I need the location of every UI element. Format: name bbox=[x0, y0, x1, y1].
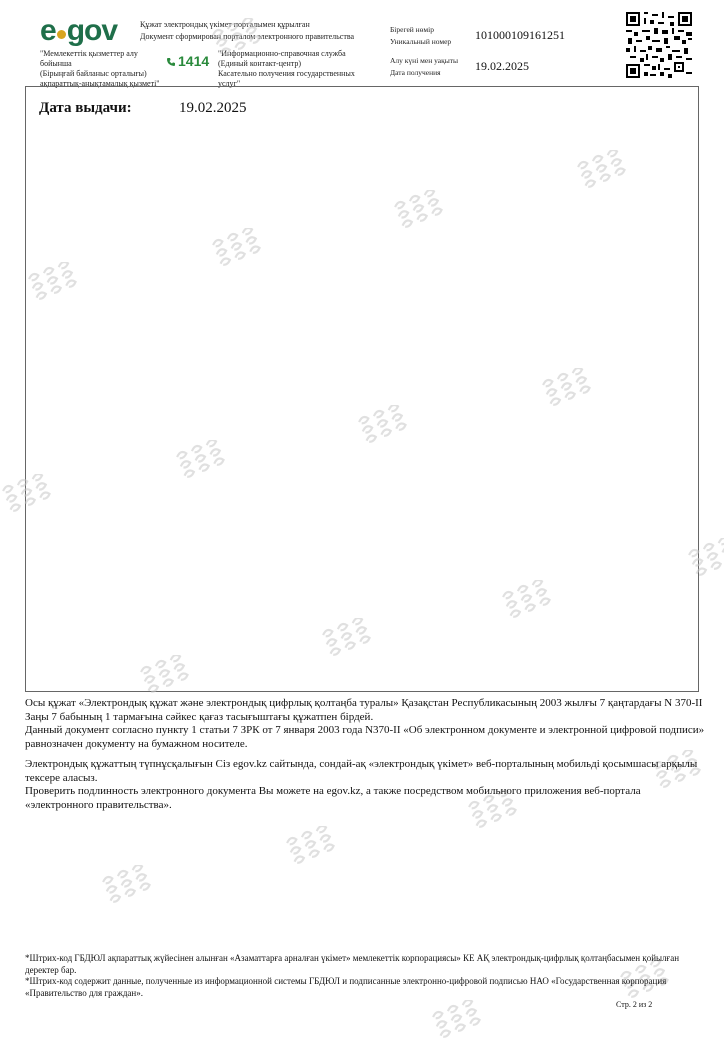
right-note-line: (Единый контакт-центр) bbox=[218, 59, 302, 68]
ornament-watermark-icon bbox=[210, 18, 266, 58]
unique-number-value: 101000109161251 bbox=[475, 28, 565, 42]
ornament-watermark-icon bbox=[284, 826, 340, 866]
ornament-watermark-icon bbox=[138, 655, 194, 695]
receipt-date-value: 19.02.2025 bbox=[475, 59, 529, 73]
phone-value: 1414 bbox=[178, 53, 210, 69]
issue-date-value: 19.02.2025 bbox=[179, 100, 247, 116]
unique-number-label bbox=[390, 25, 451, 46]
ornament-watermark-icon bbox=[210, 228, 266, 268]
qr-code-icon bbox=[626, 12, 692, 78]
logo-dot-icon bbox=[57, 30, 66, 39]
verification-notice-kz: Электрондық құжаттың түпнұсқалығын Сіз egov.kz сайтында, сондай-ақ «электрондық үкімет» веб-порталының мобильді қосымшасы арқылы тексере аласыз. bbox=[25, 758, 698, 784]
legal-notice-ru: Данный документ согласно пункту 1 статьи 7 ЗРК от 7 января 2003 года N370-II «Об электронном документе и электронной цифровой подписи» равнозначен документу на бумажном носителе. bbox=[25, 724, 705, 750]
date-label-ru: Дата получения bbox=[390, 68, 441, 77]
ornament-watermark-icon bbox=[26, 262, 82, 302]
barcode-note-kz: *Штрих-код ГБДЮЛ ақпараттық жүйесінен алынған «Азаматтарға арналған үкімет» мемлекеттік корпорациясы» КЕ АҚ электрондық-цифрлық қолтаңбасымен қойылған деректер бар. bbox=[25, 953, 680, 975]
date-label-kz: Алу күні мен уақыты bbox=[390, 56, 459, 65]
right-note-line: "Информационно-справочная служба bbox=[218, 49, 346, 58]
ornament-watermark-icon bbox=[392, 190, 448, 230]
ornament-watermark-icon bbox=[540, 368, 596, 408]
unique-label-kz: Бірегей нөмір bbox=[390, 25, 435, 34]
ornament-watermark-icon bbox=[174, 440, 230, 480]
phone-number bbox=[166, 52, 209, 70]
logo-gov: gov bbox=[66, 14, 118, 47]
barcode-note-ru: *Штрих-код содержит данные, полученные из информационной системы ГБДЮЛ и подписанные электронно-цифровой подписью НАО «Государственная корпорация «Правительство для граждан». bbox=[25, 976, 667, 998]
issue-date-label: Дата выдачи: bbox=[39, 100, 132, 116]
receipt-date-label bbox=[390, 56, 458, 77]
portal-note-kz: Құжат электрондық үкімет порталымен құрылған bbox=[140, 20, 310, 29]
left-note-line: "Мемлекеттік қызметтер алу бойынша bbox=[40, 49, 138, 68]
ornament-watermark-icon bbox=[686, 538, 724, 578]
ornament-watermark-icon bbox=[0, 474, 56, 514]
page-number: Стр. 2 из 2 bbox=[616, 1000, 653, 1009]
legal-notice-kz: Осы құжат «Электрондық құжат және электрондық цифрлық қолтаңба туралы» Қазақстан Республикасының 2003 жылғы 7 қаңтардағы N 370-II Заңы 7 бабының 1 тармағына сәйкес қағаз тасығыштағы құжатпен бірдей. bbox=[25, 697, 703, 723]
left-service-note bbox=[40, 49, 165, 89]
ornament-watermark-icon bbox=[500, 580, 556, 620]
ornament-watermark-icon bbox=[320, 618, 376, 658]
unique-label-ru: Уникальный номер bbox=[390, 37, 452, 46]
ornament-watermark-icon bbox=[430, 1000, 486, 1040]
portal-note-ru: Документ сформирован порталом электронного правительства bbox=[140, 32, 355, 41]
right-note-line: Касательно получения государственных услуг" bbox=[218, 69, 355, 88]
ornament-watermark-icon bbox=[356, 405, 412, 445]
ornament-watermark-icon bbox=[100, 865, 156, 905]
verification-notice-ru: Проверить подлинность электронного документа Вы можете на egov.kz, а также посредством мобильного приложения веб-портала «электронного правительства». bbox=[25, 785, 641, 811]
ornament-watermark-icon bbox=[575, 150, 631, 190]
left-note-line: ақпараттық-анықтамалық қызметі" bbox=[40, 79, 160, 88]
left-note-line: (Бірыңғай байланыс орталығы) bbox=[40, 69, 147, 78]
egov-logo bbox=[40, 14, 117, 48]
phone-icon bbox=[166, 57, 176, 67]
logo-e: e bbox=[40, 14, 56, 47]
